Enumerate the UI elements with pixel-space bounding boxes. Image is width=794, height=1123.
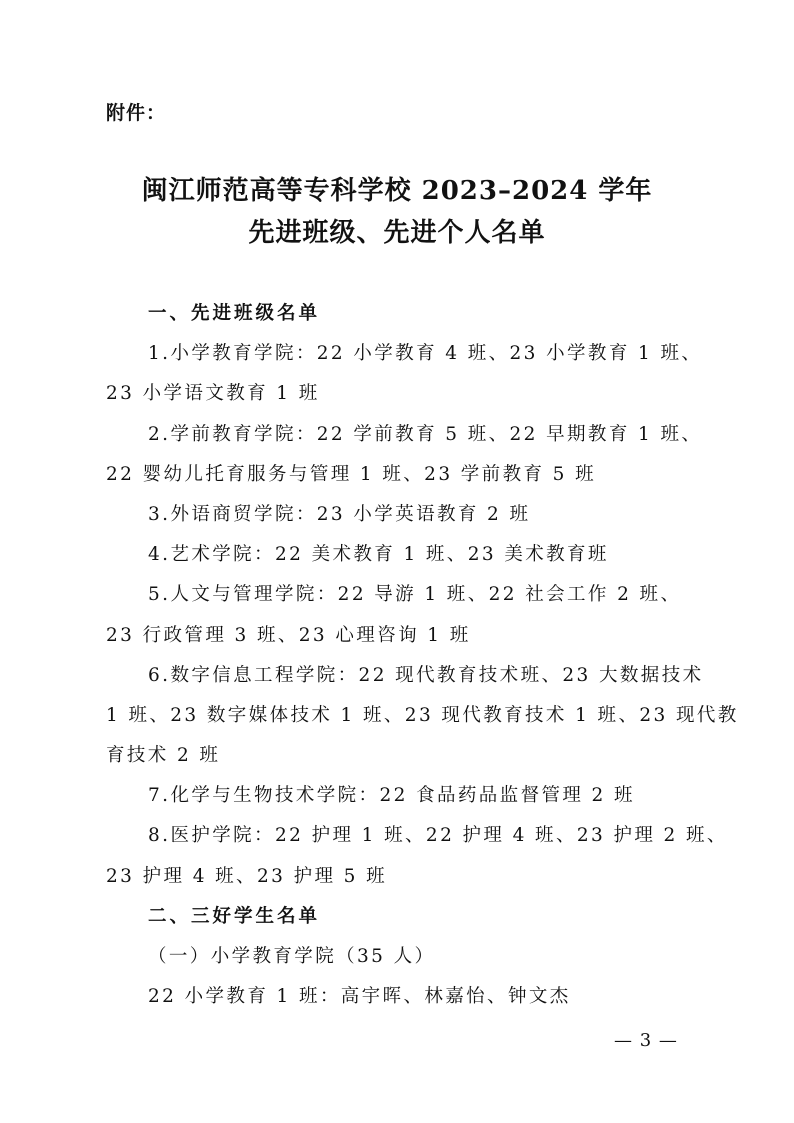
body-text-line: 育技术 2 班 <box>106 745 221 767</box>
section-heading: 二、三好学生名单 <box>148 905 321 927</box>
attachment-label: 附件： <box>106 102 167 124</box>
body-text-line: 22 小学教育 1 班：高宇晖、林嘉怡、钟文杰 <box>148 986 571 1008</box>
body-text-line: 23 小学语文教育 1 班 <box>106 383 320 405</box>
body-text-line: （一）小学教育学院（35 人） <box>148 946 436 967</box>
document-body <box>106 294 739 1017</box>
body-text-line: 2.学前教育学院：22 学前教育 5 班、22 早期教育 1 班、 <box>148 423 703 445</box>
body-text-line: 8.医护学院：22 护理 1 班、22 护理 4 班、23 护理 2 班、 <box>148 825 728 847</box>
section-heading: 一、先进班级名单 <box>148 303 321 324</box>
document-title-line1: 闽江师范高等专科学校 2023–2024 学年 <box>141 176 653 206</box>
body-text-line: 3.外语商贸学院：23 小学英语教育 2 班 <box>148 503 531 525</box>
body-text-line: 4.艺术学院：22 美术教育 1 班、23 美术教育班 <box>148 544 609 566</box>
document-title-line2: 先进班级、先进个人名单 <box>248 218 546 248</box>
body-text-line: 23 行政管理 3 班、23 心理咨询 1 班 <box>106 624 471 646</box>
page-number: — 3 — <box>614 1030 678 1051</box>
body-text-line: 7.化学与生物技术学院：22 食品药品监督管理 2 班 <box>148 785 635 807</box>
body-text-line: 23 护理 4 班、23 护理 5 班 <box>106 865 388 887</box>
body-text-line: 22 婴幼儿托育服务与管理 1 班、23 学前教育 5 班 <box>106 463 597 485</box>
body-text-line: 6.数字信息工程学院：22 现代教育技术班、23 大数据技术 <box>148 664 704 686</box>
body-text-line: 1 班、23 数字媒体技术 1 班、23 现代教育技术 1 班、23 现代教 <box>106 704 739 726</box>
body-text-line: 5.人文与管理学院：22 导游 1 班、22 社会工作 2 班、 <box>148 584 682 606</box>
body-text-line: 1.小学教育学院：22 小学教育 4 班、23 小学教育 1 班、 <box>148 343 703 365</box>
